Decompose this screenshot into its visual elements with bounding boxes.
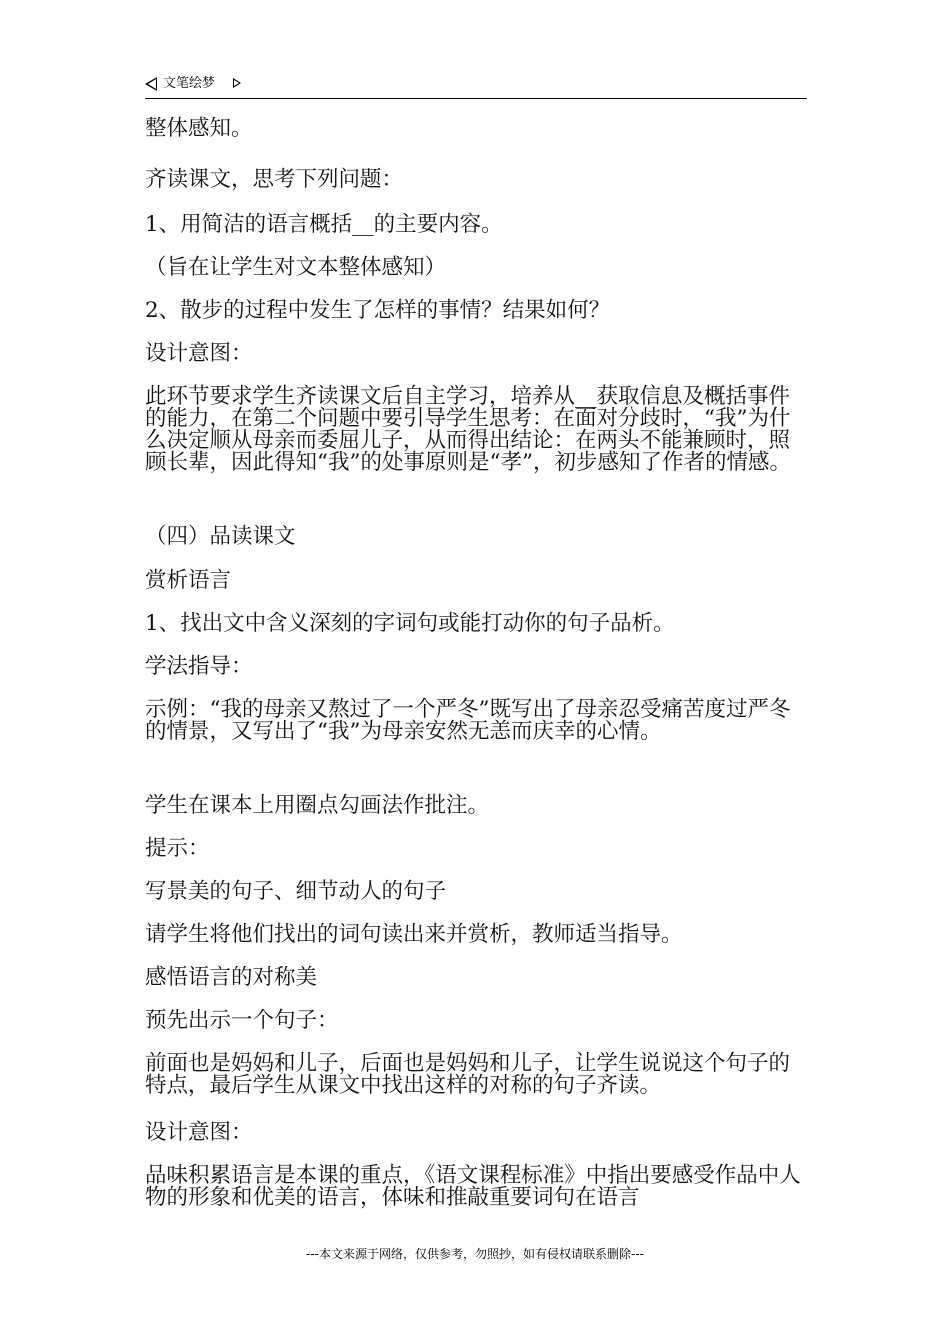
- paragraph: 整体感知。: [145, 116, 253, 141]
- paragraph: 预先出示一个句子：: [145, 1008, 339, 1033]
- paragraph: 提示：: [145, 836, 210, 861]
- page-header: [145, 74, 807, 99]
- left-triangle-icon: [145, 77, 157, 91]
- paragraph: 学生在课本上用圈点勾画法作批注。: [145, 793, 490, 818]
- header-title: 文笔绘梦: [163, 76, 216, 91]
- paragraph: 2、散步的过程中发生了怎样的事情？结果如何？: [145, 298, 611, 323]
- paragraph: 写景美的句子、细节动人的句子: [145, 879, 447, 904]
- paragraph: 赏析语言: [145, 568, 232, 593]
- paragraph: 示例：“我的母亲又熬过了一个严冬”既写出了母亲忍受痛苦度过严冬的情景，又写出了“我”为母亲安然无恙而庆幸的心情。: [145, 697, 791, 744]
- paragraph: 设计意图：: [145, 1120, 253, 1145]
- paragraph: 齐读课文，思考下列问题：: [145, 167, 404, 192]
- paragraph: 前面也是妈妈和儿子，后面也是妈妈和儿子，让学生说说这个句子的特点，最后学生从课文中找出这样的对称的句子齐读。: [145, 1051, 791, 1098]
- paragraph: 感悟语言的对称美: [145, 965, 318, 990]
- footer-disclaimer: ---本文来源于网络，仅供参考，勿照抄，如有侵权请联系删除---: [306, 1247, 644, 1261]
- paragraph: 品味积累语言是本课的重点，《语文课程标准》中指出要感受作品中人物的形象和优美的语言，体味和推敲重要词句在语言: [145, 1163, 801, 1210]
- paragraph: 设计意图：: [145, 341, 253, 366]
- paragraph: 请学生将他们找出的词句读出来并赏析，教师适当指导。: [145, 922, 683, 947]
- paragraph: 此环节要求学生齐读课文后自主学习，培养从__获取信息及概括事件的能力，在第二个问题中要引导学生思考：在面对分歧时，“我”为什么决定顺从母亲而委屈儿子，从而得出结论：在两头不能兼顾时，照顾长辈，因此得知“我”的处事原则是“孝”，初步感知了作者的情感。: [145, 384, 791, 475]
- paragraph: （四）品读课文: [145, 524, 296, 549]
- paragraph: （旨在让学生对文本整体感知）: [145, 255, 447, 280]
- paragraph: 1、找出文中含义深刻的字词句或能打动你的句子品析。: [145, 611, 675, 636]
- right-triangle-icon: [233, 78, 241, 88]
- paragraph: 学法指导：: [145, 654, 253, 679]
- paragraph: 1、用简洁的语言概括__的主要内容。: [145, 212, 503, 237]
